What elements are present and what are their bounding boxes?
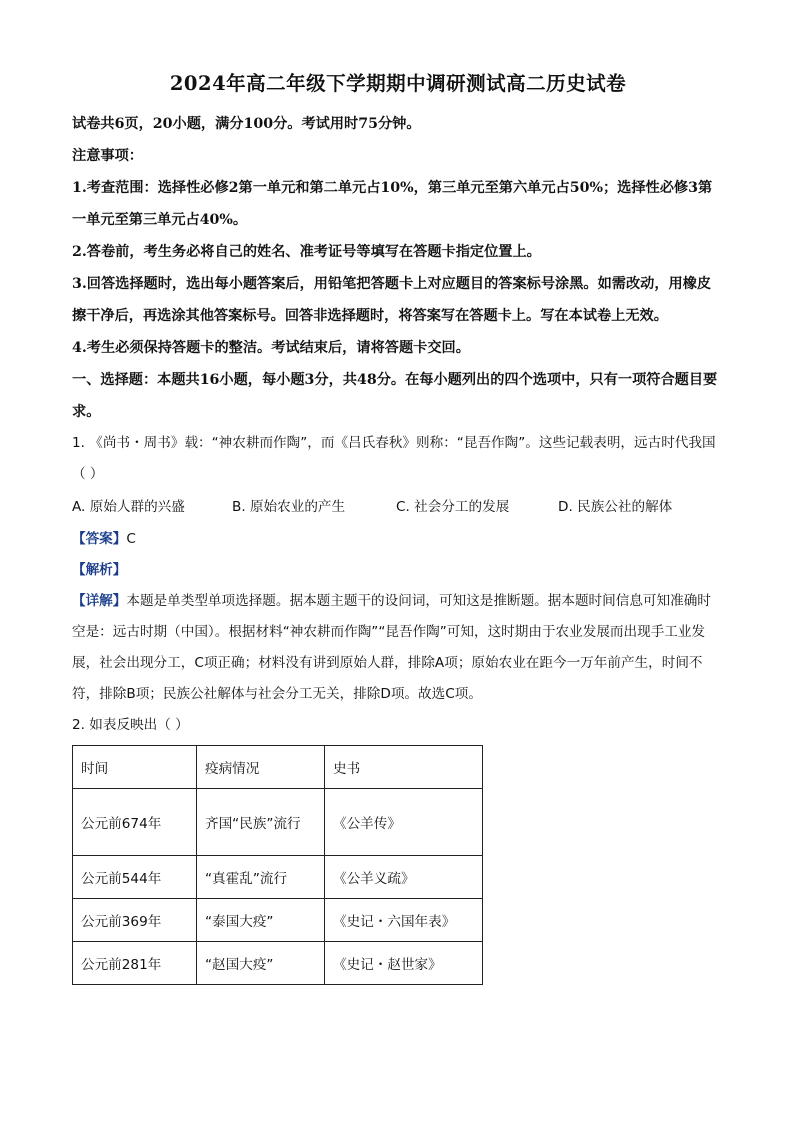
- analysis-label: 【解析】: [72, 562, 127, 578]
- notice-heading: 注意事项：: [72, 148, 143, 164]
- exam-intro: 试卷共6页，20小题，满分100分。考试用时75分钟。: [72, 116, 421, 132]
- question-1-options: [72, 490, 724, 524]
- table-header-cell: 史书: [325, 746, 483, 789]
- question-1-stem: 1. 《尚书・周书》载：“神农耕而作陶”，而《吕氏春秋》则称：“昆吾作陶”。这些记载表明，远古时代我国（ ）: [72, 435, 716, 482]
- table-row: [73, 899, 483, 942]
- exam-page: [72, 68, 724, 985]
- answer-value: C: [126, 531, 136, 547]
- table-row: [73, 942, 483, 985]
- table-cell: “赵国大疫”: [197, 942, 325, 985]
- table-header-cell: 疫病情况: [197, 746, 325, 789]
- epidemic-table: [72, 745, 483, 985]
- table-header-cell: 时间: [73, 746, 197, 789]
- table-cell: “真霍乱”流行: [197, 856, 325, 899]
- option-d: D. 民族公社的解体: [558, 499, 673, 515]
- table-cell: 《史记・赵世家》: [325, 942, 483, 985]
- analysis-line: [72, 555, 724, 586]
- table-cell: 齐国“民族”流行: [197, 789, 325, 856]
- option-c: C. 社会分工的发展: [396, 499, 510, 515]
- option-a: A. 原始人群的兴盛: [72, 499, 185, 515]
- section-heading: 一、选择题：本题共16小题，每小题3分，共48分。在每小题列出的四个选项中，只有一项符合题目要求。: [72, 372, 718, 420]
- detail-paragraph: [72, 586, 724, 710]
- answer-line: [72, 524, 724, 555]
- table-cell: 公元前281年: [73, 942, 197, 985]
- table-row: [73, 789, 483, 856]
- table-cell: 《公羊传》: [325, 789, 483, 856]
- table-cell: 公元前544年: [73, 856, 197, 899]
- detail-label: 【详解】: [72, 593, 127, 609]
- detail-text: 本题是单类型单项选择题。据本题主题干的设问词，可知这是推断题。据本题时间信息可知准确时空是：远古时期（中国）。根据材料“神农耕而作陶”“昆吾作陶”可知，这时期由于农业发展而出现手工业发展，社会出现分工，C项正确；材料没有讲到原始人群，排除A项；原始农业在距今一万年前产生，时间不符，排除B项；民族公社解体与社会分工无关，排除D项。故选C项。: [72, 593, 711, 702]
- table-row: [73, 856, 483, 899]
- page-title: 2024年高二年级下学期期中调研测试高二历史试卷: [169, 72, 627, 95]
- notice-item-3: 3.回答选择题时，选出每小题答案后，用铅笔把答题卡上对应题目的答案标号涂黑。如需改动，用橡皮擦干净后，再选涂其他答案标号。回答非选择题时，将答案写在答题卡上。写在本试卷上无效。: [72, 276, 712, 324]
- notice-item-2: 2.答卷前，考生务必将自己的姓名、准考证号等填写在答题卡指定位置上。: [72, 244, 541, 260]
- table-cell: 《公羊义疏》: [325, 856, 483, 899]
- table-header-row: [73, 746, 483, 789]
- table-cell: 公元前674年: [73, 789, 197, 856]
- table-cell: 公元前369年: [73, 899, 197, 942]
- option-b: B. 原始农业的产生: [232, 499, 346, 515]
- notice-item-4: 4.考生必须保持答题卡的整洁。考试结束后，请将答题卡交回。: [72, 340, 470, 356]
- table-cell: “泰国大疫”: [197, 899, 325, 942]
- notice-item-1: 1.考查范围：选择性必修2第一单元和第二单元占10%，第三单元至第六单元占50%；选择性必修3第一单元至第三单元占40%。: [72, 180, 713, 228]
- answer-label: 【答案】: [72, 531, 127, 547]
- question-2-stem: 2. 如表反映出（ ）: [72, 717, 189, 733]
- table-cell: 《史记・六国年表》: [325, 899, 483, 942]
